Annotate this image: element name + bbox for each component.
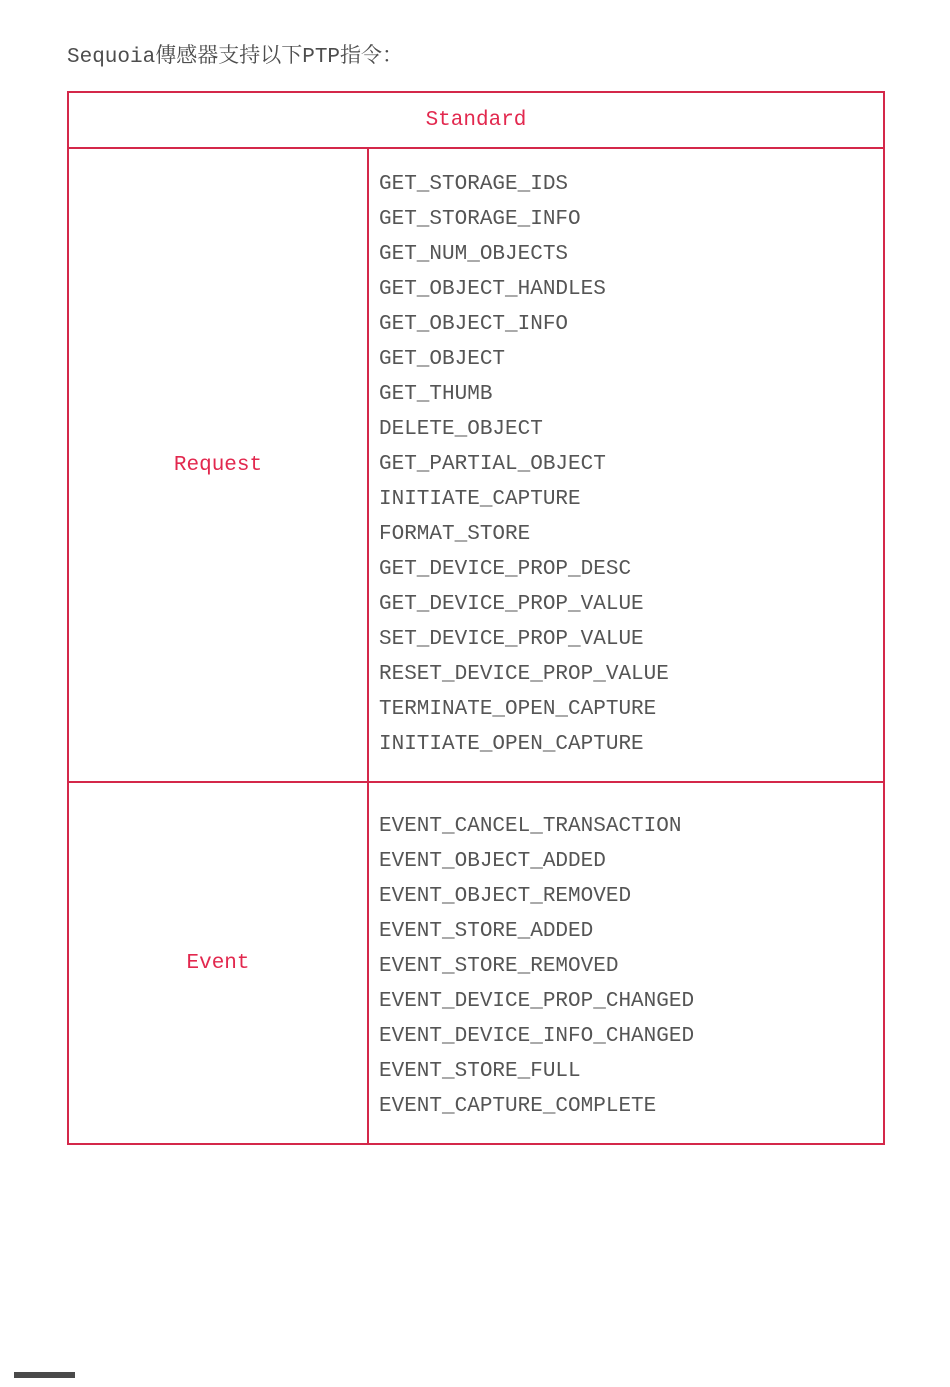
- intro-text: Sequoia傳感器支持以下PTP指令：: [67, 46, 404, 69]
- event-command-cell: [368, 782, 884, 1144]
- table-row-event: [68, 782, 884, 1144]
- command-item: GET_STORAGE_INFO: [379, 208, 581, 231]
- command-item: EVENT_CAPTURE_COMPLETE: [379, 1095, 657, 1118]
- command-item: EVENT_OBJECT_ADDED: [379, 850, 606, 873]
- command-item: GET_DEVICE_PROP_VALUE: [379, 593, 644, 616]
- footer-bar: [14, 1372, 75, 1378]
- command-item: EVENT_STORE_REMOVED: [379, 955, 619, 978]
- command-item: FORMAT_STORE: [379, 523, 531, 546]
- command-item: GET_STORAGE_IDS: [379, 173, 569, 196]
- command-item: EVENT_DEVICE_INFO_CHANGED: [379, 1025, 695, 1048]
- command-item: EVENT_CANCEL_TRANSACTION: [379, 815, 682, 838]
- command-item: GET_THUMB: [379, 383, 493, 406]
- ptp-command-table: [67, 91, 885, 1145]
- command-item: EVENT_DEVICE_PROP_CHANGED: [379, 990, 695, 1013]
- command-item: GET_OBJECT_HANDLES: [379, 278, 606, 301]
- command-item: EVENT_STORE_ADDED: [379, 920, 594, 943]
- command-item: GET_OBJECT_INFO: [379, 313, 569, 336]
- command-item: EVENT_OBJECT_REMOVED: [379, 885, 632, 908]
- event-command-list: [369, 783, 883, 1124]
- command-item: RESET_DEVICE_PROP_VALUE: [379, 663, 669, 686]
- command-item: GET_NUM_OBJECTS: [379, 243, 569, 266]
- command-item: TERMINATE_OPEN_CAPTURE: [379, 698, 657, 721]
- command-item: EVENT_STORE_FULL: [379, 1060, 581, 1083]
- request-command-list: [369, 149, 883, 762]
- table-header-row: [68, 92, 884, 148]
- command-item: GET_DEVICE_PROP_DESC: [379, 558, 632, 581]
- command-item: INITIATE_OPEN_CAPTURE: [379, 733, 644, 756]
- table-header-standard: Standard: [68, 92, 884, 148]
- command-item: GET_PARTIAL_OBJECT: [379, 453, 606, 476]
- category-event: Event: [68, 782, 368, 1144]
- command-item: SET_DEVICE_PROP_VALUE: [379, 628, 644, 651]
- command-item: INITIATE_CAPTURE: [379, 488, 581, 511]
- request-command-cell: [368, 148, 884, 782]
- table-row-request: [68, 148, 884, 782]
- category-request: Request: [68, 148, 368, 782]
- command-item: GET_OBJECT: [379, 348, 506, 371]
- command-item: DELETE_OBJECT: [379, 418, 543, 441]
